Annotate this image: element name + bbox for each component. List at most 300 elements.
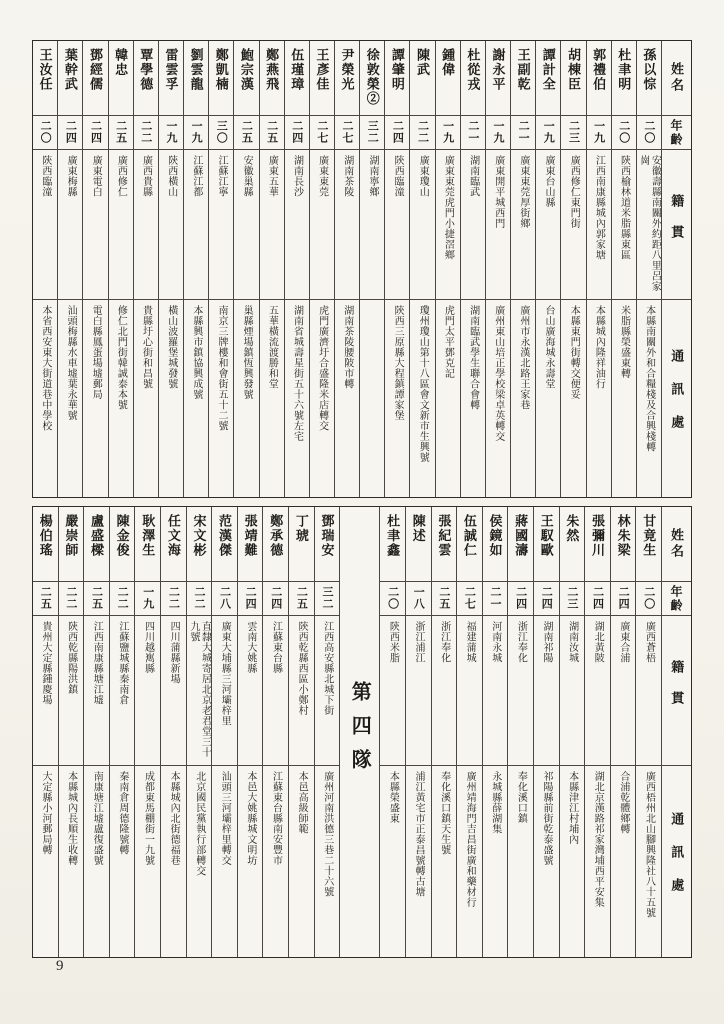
person-address xyxy=(212,765,237,957)
person-age-text: 三〇 xyxy=(215,120,228,144)
person-age xyxy=(289,581,314,615)
person-name xyxy=(212,507,237,581)
person-age-text: 二五 xyxy=(265,120,278,144)
person-native-text: 廣西蒼梧 xyxy=(643,621,655,663)
person-native-text: 陝西乾縣陽洪鎮 xyxy=(65,621,77,695)
person-name-text: 尹榮光 xyxy=(339,48,355,92)
person-column xyxy=(33,41,57,497)
person-name xyxy=(289,507,314,581)
header-column xyxy=(661,507,691,957)
person-age xyxy=(212,581,237,615)
person-address xyxy=(33,765,58,957)
person-native-text: 江西南康縣塘江墟 xyxy=(91,621,103,705)
person-native-text: 江蘇江寧 xyxy=(216,155,228,197)
person-address xyxy=(285,299,309,497)
header-age-text: 年齡 xyxy=(669,118,683,147)
person-name-text: 孫以悰 xyxy=(641,48,657,92)
person-age-text: 二二 xyxy=(167,586,180,610)
person-native-text: 直隸大城寄居北京老君堂三十九號 xyxy=(187,621,211,758)
person-native-text: 四川越嶲縣 xyxy=(142,621,154,674)
person-native-text: 陝西乾縣西區小鄭村 xyxy=(296,621,308,716)
person-name xyxy=(636,507,661,581)
person-age-text: 二〇 xyxy=(642,586,655,610)
header-age xyxy=(662,115,691,149)
person-age xyxy=(83,115,107,149)
person-name xyxy=(58,41,82,115)
person-native xyxy=(263,615,288,765)
person-age-text: 二七 xyxy=(315,120,328,144)
person-age-text: 二八 xyxy=(218,586,231,610)
person-address xyxy=(58,299,82,497)
person-native xyxy=(238,615,263,765)
person-native-text: 四川蒲縣新場 xyxy=(168,621,180,684)
person-name-text: 陳金俊 xyxy=(114,514,130,558)
person-age xyxy=(161,581,186,615)
person-name xyxy=(33,507,58,581)
person-native-text: 湖南長沙 xyxy=(291,155,303,197)
person-column xyxy=(584,507,610,957)
person-age-text: 二五 xyxy=(90,586,103,610)
person-age-text: 一九 xyxy=(141,586,154,610)
person-column xyxy=(456,507,482,957)
person-age xyxy=(560,581,585,615)
person-native xyxy=(134,149,158,299)
person-age xyxy=(187,581,212,615)
person-address xyxy=(536,299,560,497)
person-native xyxy=(611,615,636,765)
person-name-text: 鄭燕飛 xyxy=(264,48,280,92)
person-age xyxy=(637,115,661,149)
person-name-text: 蔣國濤 xyxy=(513,514,529,558)
person-address-text: 瓊州瓊山第十八區會文新市生興號 xyxy=(417,305,429,463)
person-age xyxy=(58,115,82,149)
person-address-text: 巢縣煙場鎮恆興發號 xyxy=(241,305,253,400)
person-age xyxy=(59,581,84,615)
person-address-text: 南康塘江墟盧復盛號 xyxy=(91,771,103,866)
person-name-text: 任文海 xyxy=(165,514,181,558)
person-column xyxy=(133,41,158,497)
person-native-text: 陝西臨潼 xyxy=(392,155,404,197)
person-name xyxy=(83,41,107,115)
header-native xyxy=(662,149,691,299)
person-native xyxy=(637,149,661,299)
person-native-text: 安徽壽縣南關外約距八里呂家崗 xyxy=(637,155,661,292)
squad-divider xyxy=(339,507,379,957)
person-age xyxy=(380,581,405,615)
person-age xyxy=(587,115,611,149)
person-age-text: 一九 xyxy=(542,120,555,144)
person-native xyxy=(59,615,84,765)
header-age-text: 年齡 xyxy=(669,584,683,613)
person-column xyxy=(108,41,133,497)
person-name xyxy=(380,507,405,581)
person-address-text: 廣州河南洪德三巷二十六號 xyxy=(321,771,333,897)
person-name-text: 陳武 xyxy=(415,48,431,77)
person-address-text: 本縣津江村埔內 xyxy=(566,771,578,845)
person-address-text: 修仁北門街韓誠泰本號 xyxy=(115,305,127,410)
person-native xyxy=(33,615,58,765)
person-name-text: 譚肇明 xyxy=(389,48,405,92)
person-age xyxy=(33,581,58,615)
person-name-text: 張彌川 xyxy=(589,514,605,558)
person-age xyxy=(536,115,560,149)
person-age xyxy=(110,581,135,615)
person-name-text: 王馭歐 xyxy=(538,514,554,558)
person-name-text: 耿澤生 xyxy=(140,514,156,558)
person-column xyxy=(535,41,560,497)
person-native-text: 雲南大姚縣 xyxy=(244,621,256,674)
header-name-text: 姓名 xyxy=(669,62,684,94)
person-name xyxy=(561,41,585,115)
person-native-text: 江蘇東台縣 xyxy=(270,621,282,674)
person-column xyxy=(259,41,284,497)
person-name-text: 侯鏡如 xyxy=(487,514,503,558)
person-address-text: 本縣東門街轉交便妥 xyxy=(568,305,580,400)
person-age xyxy=(406,581,431,615)
person-native-text: 江西南康縣城內郭家塘 xyxy=(593,155,605,260)
person-native xyxy=(385,149,409,299)
person-age xyxy=(486,115,510,149)
header-address-text: 通訊處 xyxy=(669,812,685,911)
person-native xyxy=(561,149,585,299)
person-name-text: 覃學德 xyxy=(138,48,154,92)
person-name-text: 雷雲孚 xyxy=(163,48,179,92)
person-native-text: 浙江浦江 xyxy=(412,621,424,663)
person-age-text: 二一 xyxy=(466,120,479,144)
person-native-text: 安徽巢縣 xyxy=(241,155,253,197)
person-address xyxy=(234,299,258,497)
person-address xyxy=(406,765,431,957)
person-native xyxy=(289,615,314,765)
person-native xyxy=(511,149,535,299)
person-name xyxy=(611,507,636,581)
person-age-text: 二四 xyxy=(540,586,553,610)
person-name-text: 伍誠仁 xyxy=(461,514,477,558)
person-age xyxy=(310,115,334,149)
person-native xyxy=(636,615,661,765)
person-name xyxy=(637,41,661,115)
person-native-text: 廣東東莞 xyxy=(316,155,328,197)
person-name-text: 丁琥 xyxy=(293,514,309,543)
person-age xyxy=(385,115,409,149)
person-name xyxy=(161,507,186,581)
person-age-text: 二三 xyxy=(565,586,578,610)
person-address xyxy=(380,765,405,957)
person-native xyxy=(315,615,340,765)
person-name xyxy=(585,507,610,581)
person-name-text: 伍瑾璋 xyxy=(289,48,305,92)
person-address-text: 湖南臨武學生聯合會轉 xyxy=(467,305,479,410)
person-native xyxy=(187,615,212,765)
person-column xyxy=(237,507,263,957)
person-column xyxy=(211,507,237,957)
person-name-text: 杜從戎 xyxy=(465,48,481,92)
person-name-text: 盧盛樑 xyxy=(89,514,104,558)
person-age-text: 二四 xyxy=(244,586,257,610)
person-age xyxy=(432,581,457,615)
person-age xyxy=(263,581,288,615)
person-address xyxy=(486,299,510,497)
person-age-text: 二五 xyxy=(240,120,253,144)
person-age-text: 一九 xyxy=(592,120,605,144)
person-age xyxy=(135,581,160,615)
person-address-text: 合浦乾體鄉轉 xyxy=(617,771,629,834)
person-age-text: 二五 xyxy=(295,586,308,610)
person-age xyxy=(360,115,384,149)
page-number: 9 xyxy=(56,958,64,974)
person-age-text: 二〇 xyxy=(386,586,399,610)
person-column xyxy=(533,507,559,957)
person-name xyxy=(406,507,431,581)
header-address-text: 通訊處 xyxy=(669,349,685,448)
person-column xyxy=(435,41,460,497)
person-native xyxy=(360,149,384,299)
person-native xyxy=(587,149,611,299)
person-address xyxy=(508,765,533,957)
person-address-text: 奉化溪口鎮天生號 xyxy=(438,771,450,855)
person-column xyxy=(314,507,340,957)
person-native xyxy=(508,615,533,765)
person-age xyxy=(457,581,482,615)
person-native xyxy=(335,149,359,299)
person-column xyxy=(284,41,309,497)
person-age xyxy=(159,115,183,149)
person-age-text: 二五 xyxy=(39,586,52,610)
person-column xyxy=(288,507,314,957)
person-age xyxy=(234,115,258,149)
person-address-text: 汕頭三河壩梓里轉交 xyxy=(219,771,231,866)
person-address xyxy=(238,765,263,957)
person-age-text: 二四 xyxy=(391,120,404,144)
person-column xyxy=(33,507,58,957)
person-age-text: 二四 xyxy=(290,120,303,144)
person-age-text: 二二 xyxy=(64,586,77,610)
person-name xyxy=(410,41,434,115)
person-native-text: 廣東梅縣 xyxy=(65,155,77,197)
person-native xyxy=(457,615,482,765)
person-column xyxy=(460,41,485,497)
person-address xyxy=(135,765,160,957)
person-address-text: 電白縣鳳蛋場墟郵局 xyxy=(90,305,102,400)
person-column xyxy=(507,507,533,957)
person-name xyxy=(59,507,84,581)
person-address xyxy=(260,299,284,497)
person-column xyxy=(611,41,636,497)
person-name xyxy=(238,507,263,581)
person-address xyxy=(310,299,334,497)
person-name-text: 林朱梁 xyxy=(615,514,631,558)
person-address xyxy=(335,299,359,497)
person-native xyxy=(33,149,57,299)
person-column xyxy=(158,41,183,497)
person-age-text: 一九 xyxy=(164,120,177,144)
person-age-text: 二七 xyxy=(341,120,354,144)
person-native-text: 湖南祁陽 xyxy=(541,621,552,663)
person-address-text: 江蘇東台縣南安豐市 xyxy=(270,771,282,866)
person-address-text: 台山廣海城永壽堂 xyxy=(543,305,555,389)
person-address xyxy=(289,765,314,957)
person-age-text: 二〇 xyxy=(617,120,630,144)
person-age xyxy=(109,115,133,149)
person-column xyxy=(160,507,186,957)
person-column xyxy=(262,507,288,957)
person-name-text: 宋文彬 xyxy=(191,514,207,558)
person-address xyxy=(561,299,585,497)
person-native-text: 陝西榆林道米脂縣東區 xyxy=(618,155,630,260)
person-native xyxy=(58,149,82,299)
person-name xyxy=(360,41,384,115)
header-column xyxy=(661,41,691,497)
person-name-text: 鄧經儒 xyxy=(87,48,103,92)
person-address xyxy=(534,765,559,957)
person-name xyxy=(385,41,409,115)
person-column xyxy=(559,507,585,957)
person-age xyxy=(483,581,508,615)
person-native-text: 廣東東莞虎門小捷滘鄉 xyxy=(442,155,454,260)
person-native xyxy=(585,615,610,765)
person-column xyxy=(635,507,661,957)
person-name-text: 王汝任 xyxy=(37,48,53,92)
person-name-text: 張紀雲 xyxy=(436,514,452,558)
person-age-text: 二〇 xyxy=(642,120,655,144)
person-native-text: 江蘇鹽城縣秦南倉 xyxy=(116,621,128,705)
person-address-text: 廣西梧州北山腳興隆社八十五號 xyxy=(643,771,655,918)
person-native xyxy=(109,149,133,299)
person-native-text: 廣東開平城西門 xyxy=(492,155,504,229)
person-native-text: 江蘇江都 xyxy=(190,155,202,197)
person-native-text: 廣西貴縣 xyxy=(140,155,152,197)
person-address-text: 廣州東山培正學校梁卓英轉交 xyxy=(492,305,504,442)
person-age-text: 二二 xyxy=(416,120,429,144)
person-native xyxy=(209,149,233,299)
person-name xyxy=(457,507,482,581)
person-name xyxy=(483,507,508,581)
person-native xyxy=(406,615,431,765)
person-name xyxy=(109,41,133,115)
person-native xyxy=(212,615,237,765)
person-age-text: 二二 xyxy=(139,120,152,144)
person-age-text: 一八 xyxy=(412,586,425,610)
person-name xyxy=(285,41,309,115)
person-name xyxy=(310,41,334,115)
person-address xyxy=(410,299,434,497)
person-address xyxy=(636,765,661,957)
person-native xyxy=(534,615,559,765)
person-native xyxy=(410,149,434,299)
person-age xyxy=(511,115,535,149)
person-native xyxy=(83,149,107,299)
person-address-text: 五華橫流渡勝和堂 xyxy=(266,305,278,389)
person-address xyxy=(59,765,84,957)
person-native-text: 湖南寧鄉 xyxy=(366,155,378,197)
person-age xyxy=(209,115,233,149)
person-name-text: 杜聿鑫 xyxy=(385,514,401,558)
person-address xyxy=(209,299,233,497)
person-address xyxy=(110,765,135,957)
person-native-text: 湖南臨武 xyxy=(467,155,479,197)
person-name xyxy=(159,41,183,115)
person-address-text: 湖南茶陵腰陂市轉 xyxy=(341,305,353,389)
person-age-text: 二四 xyxy=(269,586,282,610)
person-address xyxy=(587,299,611,497)
person-age-text: 二五 xyxy=(114,120,127,144)
person-native xyxy=(260,149,284,299)
person-age xyxy=(335,115,359,149)
person-address-text: 本縣城內北街德福巷 xyxy=(168,771,180,866)
header-name-text: 姓名 xyxy=(669,528,684,560)
person-age xyxy=(508,581,533,615)
person-name xyxy=(432,507,457,581)
person-age xyxy=(33,115,57,149)
person-native xyxy=(486,149,510,299)
person-address-text: 廣州市永漢北路王家巷 xyxy=(517,305,529,410)
person-column xyxy=(485,41,510,497)
person-name-text: 徐敦榮② xyxy=(364,48,380,106)
person-native xyxy=(285,149,309,299)
person-column xyxy=(379,507,405,957)
person-name-text: 郭禮伯 xyxy=(591,48,607,92)
person-address xyxy=(159,299,183,497)
person-address xyxy=(560,765,585,957)
person-column xyxy=(309,41,334,497)
person-age xyxy=(585,581,610,615)
person-name-text: 張靖難 xyxy=(242,514,258,558)
person-address xyxy=(585,765,610,957)
person-address-text: 汕頭梅縣水車墟葉永華號 xyxy=(65,305,77,421)
person-age xyxy=(238,581,263,615)
person-address-text: 奉化溪口鎮 xyxy=(515,771,527,824)
person-native xyxy=(234,149,258,299)
person-name xyxy=(234,41,258,115)
person-address xyxy=(385,299,409,497)
person-address xyxy=(315,765,340,957)
person-address xyxy=(184,299,208,497)
person-age-text: 三二 xyxy=(366,120,379,144)
person-name-text: 謝永平 xyxy=(490,48,506,92)
person-native xyxy=(310,149,334,299)
person-address xyxy=(33,299,57,497)
person-age xyxy=(285,115,309,149)
person-column xyxy=(82,41,107,497)
person-address xyxy=(161,765,186,957)
header-native xyxy=(662,615,691,765)
person-name xyxy=(436,41,460,115)
person-native xyxy=(184,149,208,299)
person-age xyxy=(461,115,485,149)
person-native xyxy=(612,149,636,299)
person-address-text: 貴縣圩心街和昌號 xyxy=(140,305,152,389)
squad-divider-label: 第四隊 xyxy=(348,681,371,783)
person-age-text: 二四 xyxy=(591,586,604,610)
person-age xyxy=(315,581,340,615)
person-age-text: 二四 xyxy=(64,120,77,144)
person-native-text: 浙江奉化 xyxy=(515,621,527,663)
person-age-text: 二一 xyxy=(517,120,530,144)
person-address-text: 虎門太平鄧克記 xyxy=(442,305,454,379)
person-native-text: 湖南茶陵 xyxy=(341,155,353,197)
person-native-text: 廣東電白 xyxy=(90,155,102,197)
person-native-text: 廣東台山縣 xyxy=(543,155,555,208)
person-name-text: 嚴崇師 xyxy=(63,514,79,558)
person-name-text: 鄭承德 xyxy=(268,514,284,558)
person-address xyxy=(611,765,636,957)
person-name-text: 王彥佳 xyxy=(314,48,330,92)
person-native-text: 湖北黃陂 xyxy=(592,621,604,663)
person-address-text: 湖南省城壽星街五十六號左宅 xyxy=(291,305,303,442)
person-name-text: 甘竟生 xyxy=(641,514,657,558)
person-address-text: 本縣榮盛東 xyxy=(387,771,399,824)
person-age-text: 二三 xyxy=(567,120,580,144)
